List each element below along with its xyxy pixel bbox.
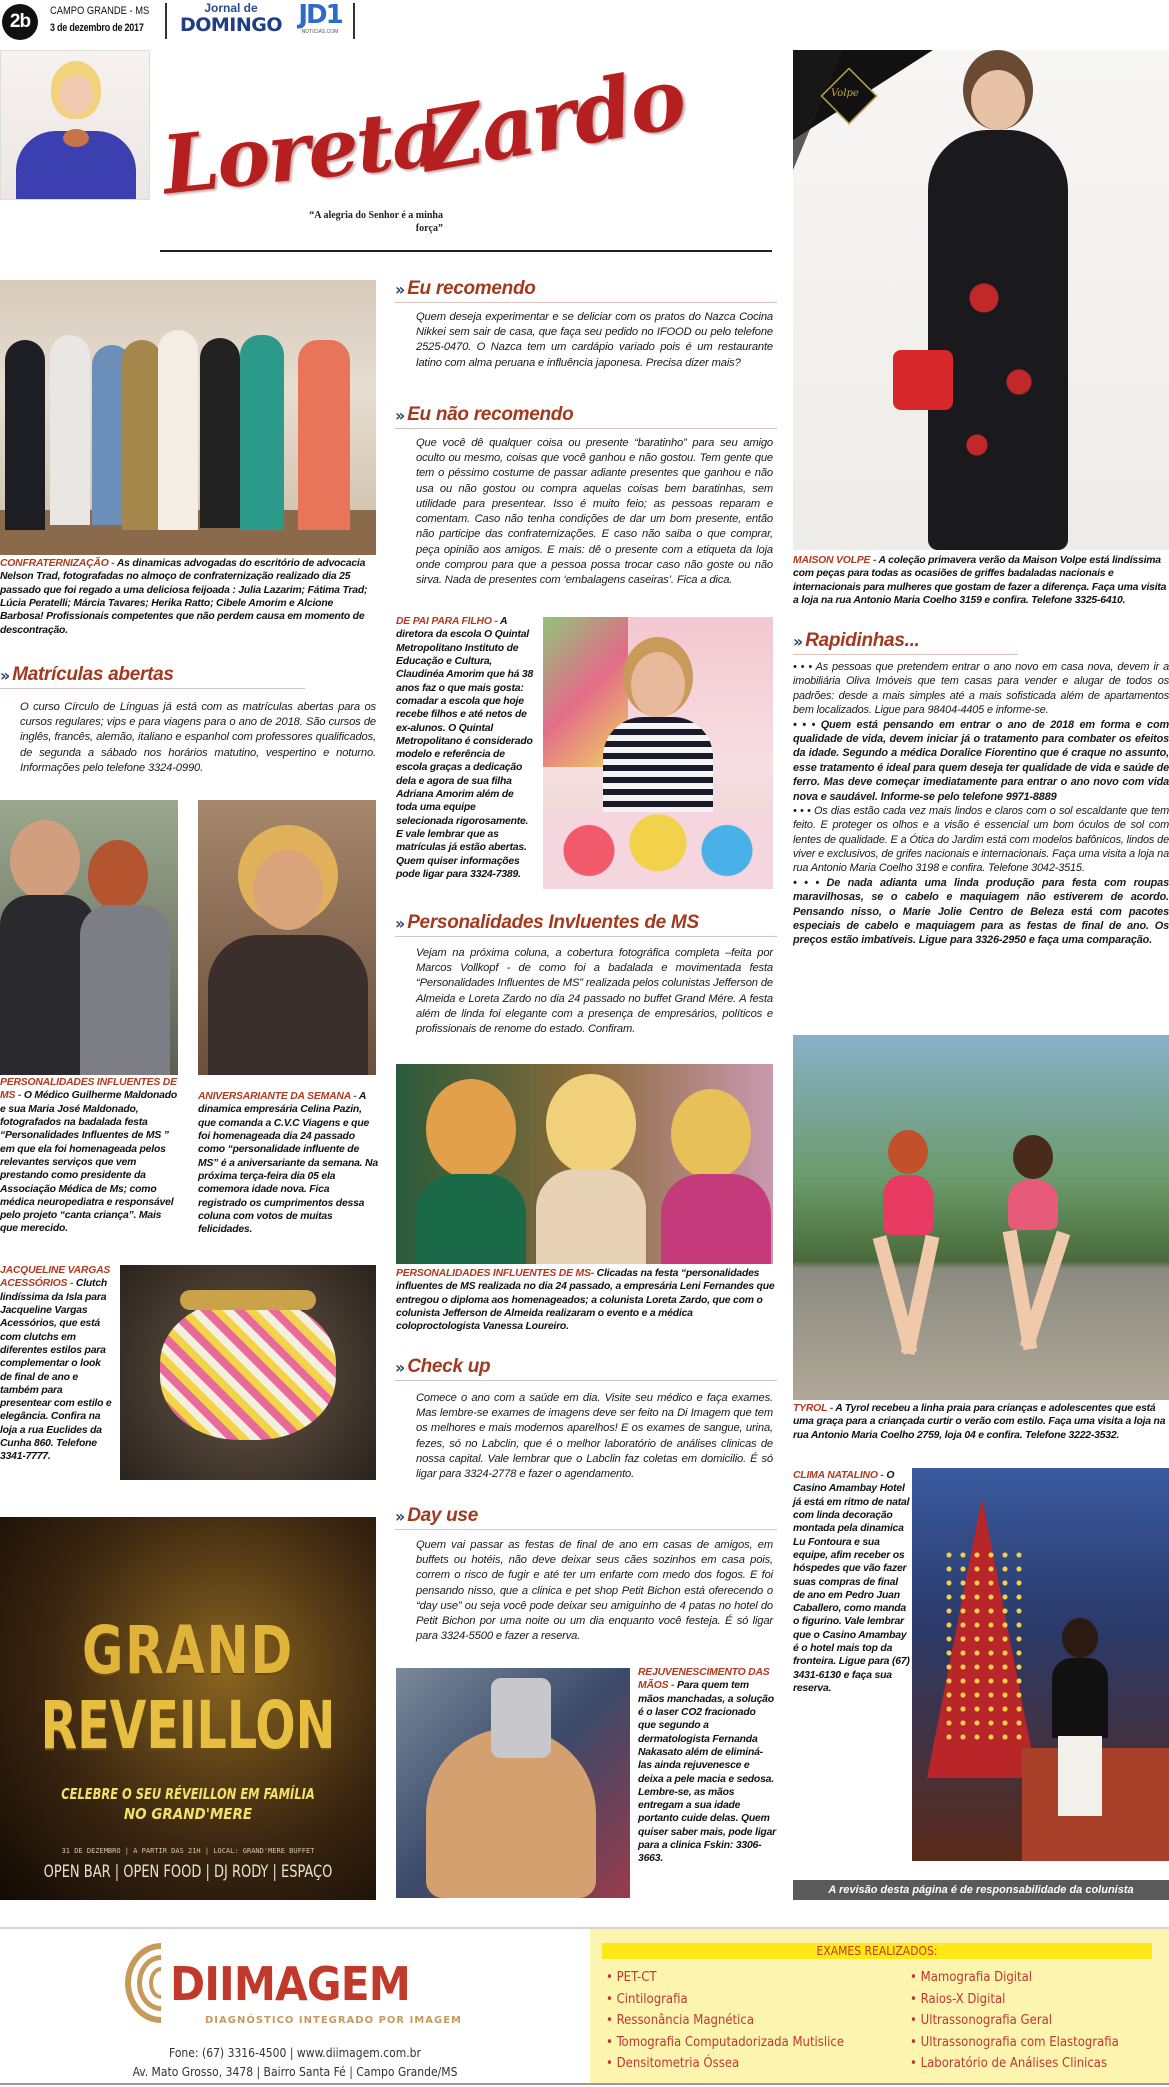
section-body-check-up: Comece o ano com a saúde em dia. Visite seu médico e faça exames. Mas lembre-se exames de imagens deve ser feito na Di Imagem que tem os melhores e mais modernos aparelhos! E os exames de sangue, urina, fezes, só no Labclin, que é o melhor laboratório de análises clinicas de nossa capital. Vale lembrar que o Labclin faz coletas em domicilio. É só ligar para 3324-2778 e fazer o agendamento. bbox=[416, 1392, 773, 1481]
logo-jornal-text: Jornal de bbox=[204, 1, 258, 15]
caption-de-pai-para-filho bbox=[396, 615, 534, 881]
exams-list-left bbox=[606, 1967, 844, 2075]
photo-christmas-tree bbox=[912, 1468, 1169, 1861]
caption-kicker: PERSONALIDADES INFLUENTES DE MS - bbox=[0, 1077, 177, 1102]
caption-kicker: REJUVENESCIMENTO DAS MÃOS - bbox=[638, 1667, 770, 1692]
exam-item: • Ultrassonografia Geral bbox=[910, 2013, 1053, 2028]
caption-text: Para quem tem mãos manchadas, a solução é o laser CO2 fracionado que segundo a dermatologista Fernanda Nakasato além de eliminá-las ainda rejuvenesce e deixa a pele macia e sedosa. Lembre-se, as mãos entregam a sua idade portanto cuide delas. Quem quiser saber mais, pode ligar para a clinica Fskin: 3306-3663. bbox=[638, 1680, 776, 1865]
rapidinhas-list bbox=[793, 660, 1169, 948]
exam-item: • Cintilografia bbox=[606, 1991, 688, 2007]
photo-tyrol bbox=[793, 1035, 1169, 1400]
photo-maldonado bbox=[0, 800, 178, 1075]
caption-rejuvenescimento bbox=[638, 1666, 776, 1866]
reveillon-features: OPEN BAR | OPEN FOOD | DJ RODY | ESPAÇO bbox=[43, 1862, 333, 1882]
jd1-logo-subtext: NOTICIAS.COM bbox=[301, 29, 339, 35]
header-divider bbox=[165, 3, 167, 39]
header-city: CAMPO GRANDE - MS bbox=[50, 5, 150, 17]
exam-item: • Laboratório de Análises Clinicas bbox=[910, 2056, 1108, 2071]
photo-clutch bbox=[120, 1265, 376, 1480]
reveillon-details: 31 DE DEZEMBRO | A PARTIR DAS 21H | LOCAL: GRAND'MERE BUFFET bbox=[61, 1847, 315, 1855]
exam-item: • Tomografia Computadorizada Mutislice bbox=[606, 2034, 845, 2050]
section-title: Personalidades Invluentes de MS bbox=[407, 912, 699, 933]
section-title: Eu não recomendo bbox=[407, 404, 574, 425]
masthead-title-second: Zardo bbox=[413, 47, 692, 192]
caption-text: A coleção primavera verão da Maison Volpe está lindíssima com peças para todas as ocasiões de griffes badaladas nacionais e internacionais para mulheres que gostam de fazer a diferença. Faça uma visita a loja na rua Antonio Maria Coelho 3159 e confira. Telefone 3325-6410. bbox=[793, 555, 1167, 606]
reveillon-line2: REVEILLON bbox=[40, 1687, 336, 1764]
header-divider-right bbox=[353, 3, 355, 39]
disclaimer-bar bbox=[793, 1880, 1169, 1900]
chevron-icon: ›› bbox=[793, 631, 801, 651]
chevron-icon: ›› bbox=[0, 665, 8, 685]
rapidinha-item bbox=[793, 804, 1169, 876]
reveillon-sub2: NO GRAND'MERE bbox=[123, 1805, 253, 1823]
rapidinha-item bbox=[793, 718, 1169, 804]
photo-maison-volpe bbox=[793, 50, 1169, 550]
chevron-icon: ›› bbox=[395, 1506, 403, 1526]
diimagem-contact-2: Av. Mato Grosso, 3478 | Bairro Santa Fé | Campo Grande/MS bbox=[132, 2065, 458, 2079]
masthead-title bbox=[157, 47, 780, 222]
exam-item: • Mamografia Digital bbox=[910, 1970, 1033, 1985]
bullet-icon: • • • bbox=[793, 804, 811, 817]
photo-hand-laser bbox=[396, 1668, 630, 1898]
exam-item: • Ressonância Magnética bbox=[606, 2013, 754, 2028]
bullet-icon: • • • bbox=[793, 876, 819, 889]
rapidinha-text: As pessoas que pretendem entrar o ano novo em casa nova, devem ir a imobiliária Oliva Imóveis que tem casas para vender e alugar de todos os padrões: desde a mais simples até a mais sofisticada além de apartamentos bem localizados. Ligue para 98404-4405 e informe-se. bbox=[793, 661, 1169, 717]
exams-list-right bbox=[910, 1967, 1119, 2075]
caption-text: O Médico Guilherme Maldonado e sua Maria José Maldonado, fotografados na badalada festa “Personalidades Influentes de MS ” em que ela foi homenageada pelos relevantes serviços que vem prestando como presidente da Associação Médica de Ms; como médica neuropediatra e responsável pelo projeto “canta criança”. Mais que merecido. bbox=[0, 1090, 177, 1235]
caption-aniversariante bbox=[198, 1090, 378, 1236]
caption-tyrol bbox=[793, 1402, 1169, 1442]
section-header-check-up bbox=[395, 1356, 777, 1381]
diimagem-tagline: DIAGNÓSTICO INTEGRADO POR IMAGEM bbox=[205, 2015, 462, 2026]
section-header-matriculas bbox=[0, 664, 305, 689]
section-header-rapidinhas bbox=[793, 630, 1018, 655]
exam-item: • PET-CT bbox=[606, 1970, 657, 1985]
bullet-icon: • • • bbox=[793, 718, 816, 731]
caption-kicker: CLIMA NATALINO - bbox=[793, 1470, 887, 1481]
bullet-icon: • • • bbox=[793, 661, 813, 673]
logo-domingo-text: DOMINGO bbox=[179, 14, 283, 36]
header-date: 3 de dezembro de 2017 bbox=[50, 22, 144, 34]
caption-text: Clutch lindíssima da Isla para Jacqueline Vargas Acessórios, que está com clutchs em diferentes estilos para complementar o look de final de ano e também para presentear com estilo e elegância. Confira na loja a rua Euclides da Cunha 860. Telefone 3341-7777. bbox=[0, 1278, 112, 1463]
photo-confraternizacao bbox=[0, 280, 376, 555]
masthead-rule bbox=[160, 250, 772, 252]
exam-item: • Ultrassonografia com Elastografia bbox=[910, 2034, 1119, 2050]
volpe-logo-text: Volpe bbox=[831, 88, 859, 99]
caption-text: A diretora da escola O Quintal Metropolitano Instituto de Educação e Cultura, Claudinéa Amorim que há 38 anos faz o que mais gosta: comadar a escola que hoje recebe filhos e até netos de ex-alunos. O Quintal Metropolitano é considerado modelo e referência de escola graças a dedicação dela e agora de sua filha Adriana Amorim além de toda uma equipe selecionada rigorosamente. E vale lembrar que as matrículas já estão abertas. Quem quiser informações pode ligar para 3324-7389. bbox=[396, 616, 534, 880]
photo-claudinea bbox=[543, 617, 773, 889]
section-title: Rapidinhas... bbox=[805, 630, 920, 651]
rapidinha-item bbox=[793, 660, 1169, 718]
caption-text: A Tyrol recebeu a linha praia para crianças e adolescentes que está uma graça para a criançada curtir o verão com estilo. Faça uma visita a loja na rua Antonio Maria Coelho 2759, loja 04 e confira. Telefone 3222-3532. bbox=[793, 1403, 1166, 1441]
section-title: Check up bbox=[407, 1356, 491, 1377]
caption-kicker: TYROL - bbox=[793, 1403, 836, 1414]
section-header-day-use bbox=[395, 1505, 777, 1530]
section-body-eu-recomendo: Quem deseja experimentar e se deliciar com os pratos do Nazca Cocina Nikkei sem sair de casa, que faça seu pedido no IFOOD ou pelo telefone 2525-0470. O Nazca tem um cardápio variado pois é um restaurante latino com alma peruana e influência japonesa. Precisa dizer mais? bbox=[416, 311, 773, 369]
caption-kicker: MAISON VOLPE - bbox=[793, 555, 879, 566]
caption-text: Clicadas na festa “personalidades influentes de MS realizada no dia 24 passado, a empresária Leni Fernandes que entregou o diploma aos homenageados; a colunista Loreta Zardo, que com o colunista Jefferson de Almeida realizaram o evento e a médica coloproctologista Vanessa Loureiro. bbox=[396, 1268, 775, 1333]
exam-item: • Raios-X Digital bbox=[910, 1991, 1006, 2007]
caption-confraternizacao bbox=[0, 557, 378, 637]
exams-title: EXAMES REALIZADOS: bbox=[816, 1944, 938, 1958]
exam-item: • Densitometria Óssea bbox=[606, 2056, 740, 2071]
diimagem-brand: DIIMAGEM bbox=[170, 1957, 410, 2011]
disclaimer-text: A revisão desta página é de responsabilidade da colunista bbox=[828, 1884, 1134, 1896]
caption-jacqueline bbox=[0, 1264, 112, 1464]
caption-clima-natalino bbox=[793, 1469, 911, 1695]
chevron-icon: ›› bbox=[395, 913, 403, 933]
section-body-personalidades: Vejam na próxima coluna, a cobertura fotográfica completa –feita por Marcos Vollkopf - de como foi a badalada e movimentada festa “Personalidades Influentes de MS” realizada pelos colunistas Jefferson de Almeida e Loreta Zardo no dia 24 passado no buffet Grand Mére. A festa além de linda foi elegante com a presença de empresários, políticos e profissionais de renome do estado. Confiram. bbox=[416, 947, 773, 1036]
caption-personalidades-1 bbox=[0, 1076, 180, 1236]
rapidinha-text: De nada adianta uma linda produção para festa com roupas maravilhosas, se o cabelo e maquiagem não estiverem de acordo. Pensando nisso, o Marie Jolie Centro de Beleza está com pacotes especiais de cabelo e maquiagem para as festas de final de ano. Os preços estão imbatíveis. Ligue para 3326-2950 e faça uma comparação. bbox=[793, 876, 1169, 947]
chevron-icon: ›› bbox=[395, 279, 403, 299]
footer-ad bbox=[0, 1927, 1169, 2085]
jd1-logo bbox=[294, 1, 346, 41]
caption-kicker: ANIVERSARIANTE DA SEMANA - bbox=[198, 1091, 359, 1102]
masthead-quote: “A alegria do Senhor é a minha força” bbox=[309, 210, 443, 234]
chevron-icon: ›› bbox=[395, 405, 403, 425]
masthead-title-first: Loreta bbox=[157, 89, 446, 213]
section-title: Eu recomendo bbox=[407, 278, 536, 299]
reveillon-line1: GRAND bbox=[81, 1612, 294, 1689]
reveillon-sub1: CELEBRE O SEU RÉVEILLON EM FAMÍLIA bbox=[61, 1785, 315, 1803]
section-header-eu-recomendo bbox=[395, 278, 777, 303]
caption-maison-volpe bbox=[793, 554, 1169, 607]
section-title: Matrículas abertas bbox=[12, 664, 174, 685]
caption-kicker: DE PAI PARA FILHO - bbox=[396, 616, 500, 627]
caption-text: As dinamicas advogadas do escritório de advocacia Nelson Trad, fotografadas no almoço de confraternização realizado dia 25 passado que foi regado a uma deliciosa feijoada : Julia Lazarim; Fátima Trad; Lúcia Peratelli; Márcia Tavares; Herika Ratto; Cibele Amorim e Alcione Barbosa! Profissionais competentes que não perdem causa em momento de descontração. bbox=[0, 558, 368, 636]
section-title: Day use bbox=[407, 1505, 478, 1526]
chevron-icon: ›› bbox=[395, 1357, 403, 1377]
caption-kicker: JACQUELINE VARGAS ACESSÓRIOS - bbox=[0, 1265, 111, 1290]
rapidinha-text: Os dias estão cada vez mais lindos e claros com o sol escaldante que tem feito. E proteger os olhos e a visão é essencial um bom óculos de sol com lentes de qualidade. E a Ótica do Jardim está com modelos bafônicos, lindos de viver e exclusivos, de grifes nacionais e internacionais. Faça uma visita a loja na rua Antonio Maria Coelho 3198 e confira. Telefone 3042-3515. bbox=[793, 804, 1169, 875]
section-body-matriculas: O curso Círculo de Línguas já está com as matrículas abertas para os cursos regulares; vips e para viagens para o ano de 2018. São cursos de inglês, francês, alemão, italiano e espanhol com professores qualificados, de segunda a sábado nos horários matutino, vespertino e noturno. Informações pelo telefone 3324-0990. bbox=[20, 701, 376, 774]
exams-title-bar bbox=[602, 1943, 1152, 1959]
caption-personalidades-2 bbox=[396, 1267, 776, 1334]
caption-text: O Casino Amambay Hotel já está em ritmo de natal com linda decoração montada pela dinamica Lu Fontoura e sua equipe, afim receber os hóspedes que vão fazer suas compras de final de ano em Pedro Juan Caballero, como manda o figurino. Vale lembrar que o Casino Amambay é o hotel mais top da fronteira. Ligue para (67) 3431-6130 e faça sua reserva. bbox=[793, 1470, 910, 1694]
page-number-badge: 2b bbox=[2, 4, 38, 40]
diimagem-contact-1: Fone: (67) 3316-4500 | www.diimagem.com.br bbox=[169, 2046, 421, 2060]
caption-kicker: CONFRATERNIZAÇÃO - bbox=[0, 558, 117, 569]
caption-kicker: PERSONALIDADES INFLUENTES DE MS- bbox=[396, 1268, 597, 1279]
section-body-eu-nao-recomendo: Que você dê qualquer coisa ou presente “baratinho” para seu amigo oculto ou mesmo, coisas que você ganhou e não gostou. Tem gente que tem o péssimo costume de passar adiante presentes que ganhou e não usa ou não gostou ou compra aquelas coisas bem baratinhas, sem utilidade para presentear. Isso é muito feio; as pessoas reparam e comentam. Caso não tenha condições de dar um bom presente, então não participe das confraternizações. E caso não saiba o que comprar, peça opinião aos amigos. E mais: dê o presente com a etiqueta da loja onde comprou para que a pessoa possa trocar caso não goste ou não sirva. Nada de presentes com ‘embalagens caseiras’. Fica a dica. bbox=[416, 437, 773, 587]
caption-text: A dinamica empresária Celina Pazin, que comanda a C.V.C Viagens e que foi homenageada dia 24 passado como “personalidade influente de MS” é a aniversariante da semana. Na próxima terça-feira dia 05 ela comemora idade nova. Fica registrado os cumprimentos dessa coluna com votos de muitas felicidades. bbox=[198, 1091, 378, 1236]
exams-panel bbox=[590, 1929, 1169, 2083]
columnist-photo bbox=[0, 50, 150, 200]
page-header bbox=[0, 0, 1169, 44]
jd1-logo-text: JD1 bbox=[298, 0, 342, 30]
rapidinha-text: Quem está pensando em entrar o ano de 2018 em forma e com qualidade de vida, devem iniciar já o tratamento para combater os efeitos da idade. Segundo a médica Doralice Fiorentino que é craque no assunto, esse tratamento é ideal para quem deseja ter qualidade de vida e saúde de ferro. Mas deve começar imediatamente para entrar o ano novo com vida nova e saudável. Informe-se pelo telefone 9971-8889 bbox=[793, 718, 1169, 803]
photo-celina-pazin bbox=[198, 800, 376, 1075]
section-header-eu-nao-recomendo bbox=[395, 404, 777, 429]
section-body-day-use: Quem vai passar as festas de final de ano em casas de amigos, em buffets ou hotéis, não deve deixar seus cães sozinhos em casa pois, correm o risco de fugir e até ter um enfarte com medo dos fogos. E foi pensando nisso, que a clinica e pet shop Petit Bichon está oferecendo o “day use” ou seja você pode deixar seu amiguinho de 4 patas no hotel do Petit Bichon por uma noite ou um dia enquanto você festeja. É só ligar para 3324-5500 e fazer a reserva. bbox=[416, 1539, 773, 1643]
section-header-personalidades bbox=[395, 912, 777, 937]
photo-personalidades-trio bbox=[396, 1064, 773, 1264]
rapidinha-item bbox=[793, 876, 1169, 948]
reveillon-ad bbox=[0, 1517, 376, 1900]
jornal-de-domingo-logo bbox=[176, 2, 286, 40]
